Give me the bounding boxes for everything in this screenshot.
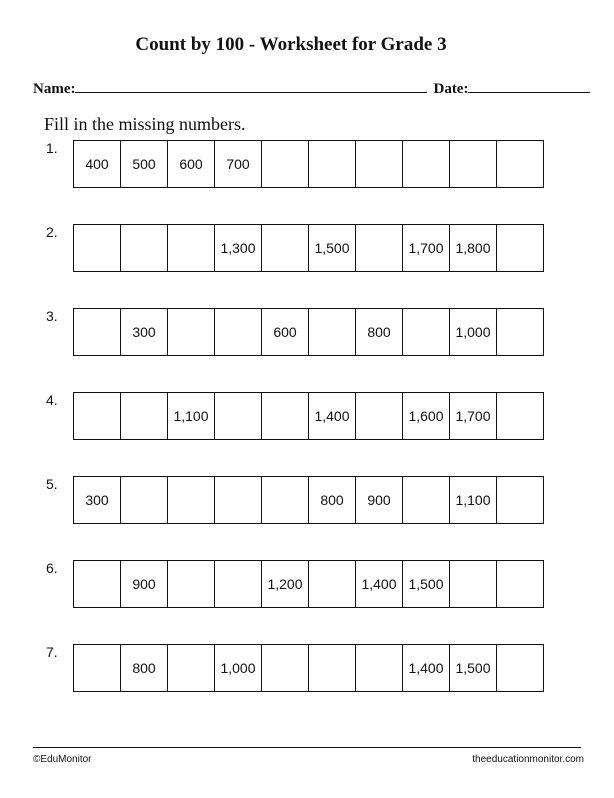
answer-box[interactable] bbox=[497, 645, 544, 692]
problem-row bbox=[0, 224, 614, 274]
number-boxes bbox=[73, 644, 544, 692]
number-box: 1,400 bbox=[309, 393, 356, 440]
number-box: 1,000 bbox=[450, 309, 497, 356]
answer-box[interactable] bbox=[74, 393, 121, 440]
number-box: 800 bbox=[309, 477, 356, 524]
answer-box[interactable] bbox=[497, 393, 544, 440]
name-label: Name: bbox=[33, 81, 76, 97]
number-box: 1,000 bbox=[215, 645, 262, 692]
answer-box[interactable] bbox=[74, 309, 121, 356]
answer-box[interactable] bbox=[309, 141, 356, 188]
answer-box[interactable] bbox=[309, 645, 356, 692]
number-box: 1,300 bbox=[215, 225, 262, 272]
number-box: 1,700 bbox=[403, 225, 450, 272]
answer-box[interactable] bbox=[497, 477, 544, 524]
problem-row bbox=[0, 560, 614, 610]
problem-number: 6. bbox=[46, 560, 58, 576]
answer-box[interactable] bbox=[168, 309, 215, 356]
problem-number: 2. bbox=[46, 224, 58, 240]
number-box: 400 bbox=[74, 141, 121, 188]
number-box: 300 bbox=[121, 309, 168, 356]
number-box: 1,200 bbox=[262, 561, 309, 608]
number-boxes bbox=[73, 308, 544, 356]
problem-row bbox=[0, 476, 614, 526]
answer-box[interactable] bbox=[215, 561, 262, 608]
number-box: 800 bbox=[121, 645, 168, 692]
answer-box[interactable] bbox=[168, 645, 215, 692]
answer-box[interactable] bbox=[74, 225, 121, 272]
answer-box[interactable] bbox=[168, 477, 215, 524]
problem-number: 3. bbox=[46, 308, 58, 324]
date-label: Date: bbox=[433, 81, 469, 97]
answer-box[interactable] bbox=[262, 645, 309, 692]
answer-box[interactable] bbox=[356, 645, 403, 692]
answer-box[interactable] bbox=[215, 393, 262, 440]
number-box: 1,400 bbox=[403, 645, 450, 692]
answer-box[interactable] bbox=[497, 225, 544, 272]
answer-box[interactable] bbox=[262, 393, 309, 440]
answer-box[interactable] bbox=[262, 141, 309, 188]
number-box: 600 bbox=[262, 309, 309, 356]
number-boxes bbox=[73, 476, 544, 524]
problem-row bbox=[0, 140, 614, 190]
number-box: 600 bbox=[168, 141, 215, 188]
answer-box[interactable] bbox=[121, 393, 168, 440]
answer-box[interactable] bbox=[356, 225, 403, 272]
number-box: 1,500 bbox=[403, 561, 450, 608]
page-title: Count by 100 - Worksheet for Grade 3 bbox=[135, 34, 447, 55]
answer-box[interactable] bbox=[74, 645, 121, 692]
answer-box[interactable] bbox=[215, 477, 262, 524]
answer-box[interactable] bbox=[403, 477, 450, 524]
answer-box[interactable] bbox=[309, 309, 356, 356]
number-box: 1,500 bbox=[450, 645, 497, 692]
answer-box[interactable] bbox=[497, 561, 544, 608]
answer-box[interactable] bbox=[450, 561, 497, 608]
number-boxes bbox=[73, 224, 544, 272]
date-field[interactable] bbox=[468, 78, 590, 93]
answer-box[interactable] bbox=[121, 225, 168, 272]
footer-divider bbox=[33, 747, 581, 748]
number-box: 800 bbox=[356, 309, 403, 356]
answer-box[interactable] bbox=[356, 141, 403, 188]
problem-number: 4. bbox=[46, 392, 58, 408]
answer-box[interactable] bbox=[450, 141, 497, 188]
answer-box[interactable] bbox=[121, 477, 168, 524]
answer-box[interactable] bbox=[356, 393, 403, 440]
problem-number: 1. bbox=[46, 140, 58, 156]
problem-row bbox=[0, 644, 614, 694]
problem-number: 7. bbox=[46, 644, 58, 660]
problem-row bbox=[0, 308, 614, 358]
footer-website: theeducationmonitor.com bbox=[472, 754, 584, 765]
footer-copyright: ©EduMonitor bbox=[33, 754, 92, 765]
number-box: 300 bbox=[74, 477, 121, 524]
answer-box[interactable] bbox=[215, 309, 262, 356]
number-box: 500 bbox=[121, 141, 168, 188]
answer-box[interactable] bbox=[497, 309, 544, 356]
number-boxes bbox=[73, 392, 544, 440]
number-box: 1,100 bbox=[450, 477, 497, 524]
number-box: 1,600 bbox=[403, 393, 450, 440]
number-box: 1,500 bbox=[309, 225, 356, 272]
problem-row bbox=[0, 392, 614, 442]
answer-box[interactable] bbox=[262, 225, 309, 272]
number-box: 1,100 bbox=[168, 393, 215, 440]
number-boxes bbox=[73, 140, 544, 188]
number-box: 700 bbox=[215, 141, 262, 188]
answer-box[interactable] bbox=[309, 561, 356, 608]
answer-box[interactable] bbox=[403, 309, 450, 356]
answer-box[interactable] bbox=[168, 225, 215, 272]
answer-box[interactable] bbox=[262, 477, 309, 524]
instructions: Fill in the missing numbers. bbox=[44, 114, 246, 134]
answer-box[interactable] bbox=[74, 561, 121, 608]
header-fields bbox=[33, 78, 593, 98]
name-field[interactable] bbox=[75, 78, 427, 93]
number-box: 1,400 bbox=[356, 561, 403, 608]
number-box: 900 bbox=[356, 477, 403, 524]
number-box: 1,800 bbox=[450, 225, 497, 272]
number-box: 900 bbox=[121, 561, 168, 608]
answer-box[interactable] bbox=[403, 141, 450, 188]
number-box: 1,700 bbox=[450, 393, 497, 440]
problem-number: 5. bbox=[46, 476, 58, 492]
answer-box[interactable] bbox=[168, 561, 215, 608]
number-boxes bbox=[73, 560, 544, 608]
answer-box[interactable] bbox=[497, 141, 544, 188]
